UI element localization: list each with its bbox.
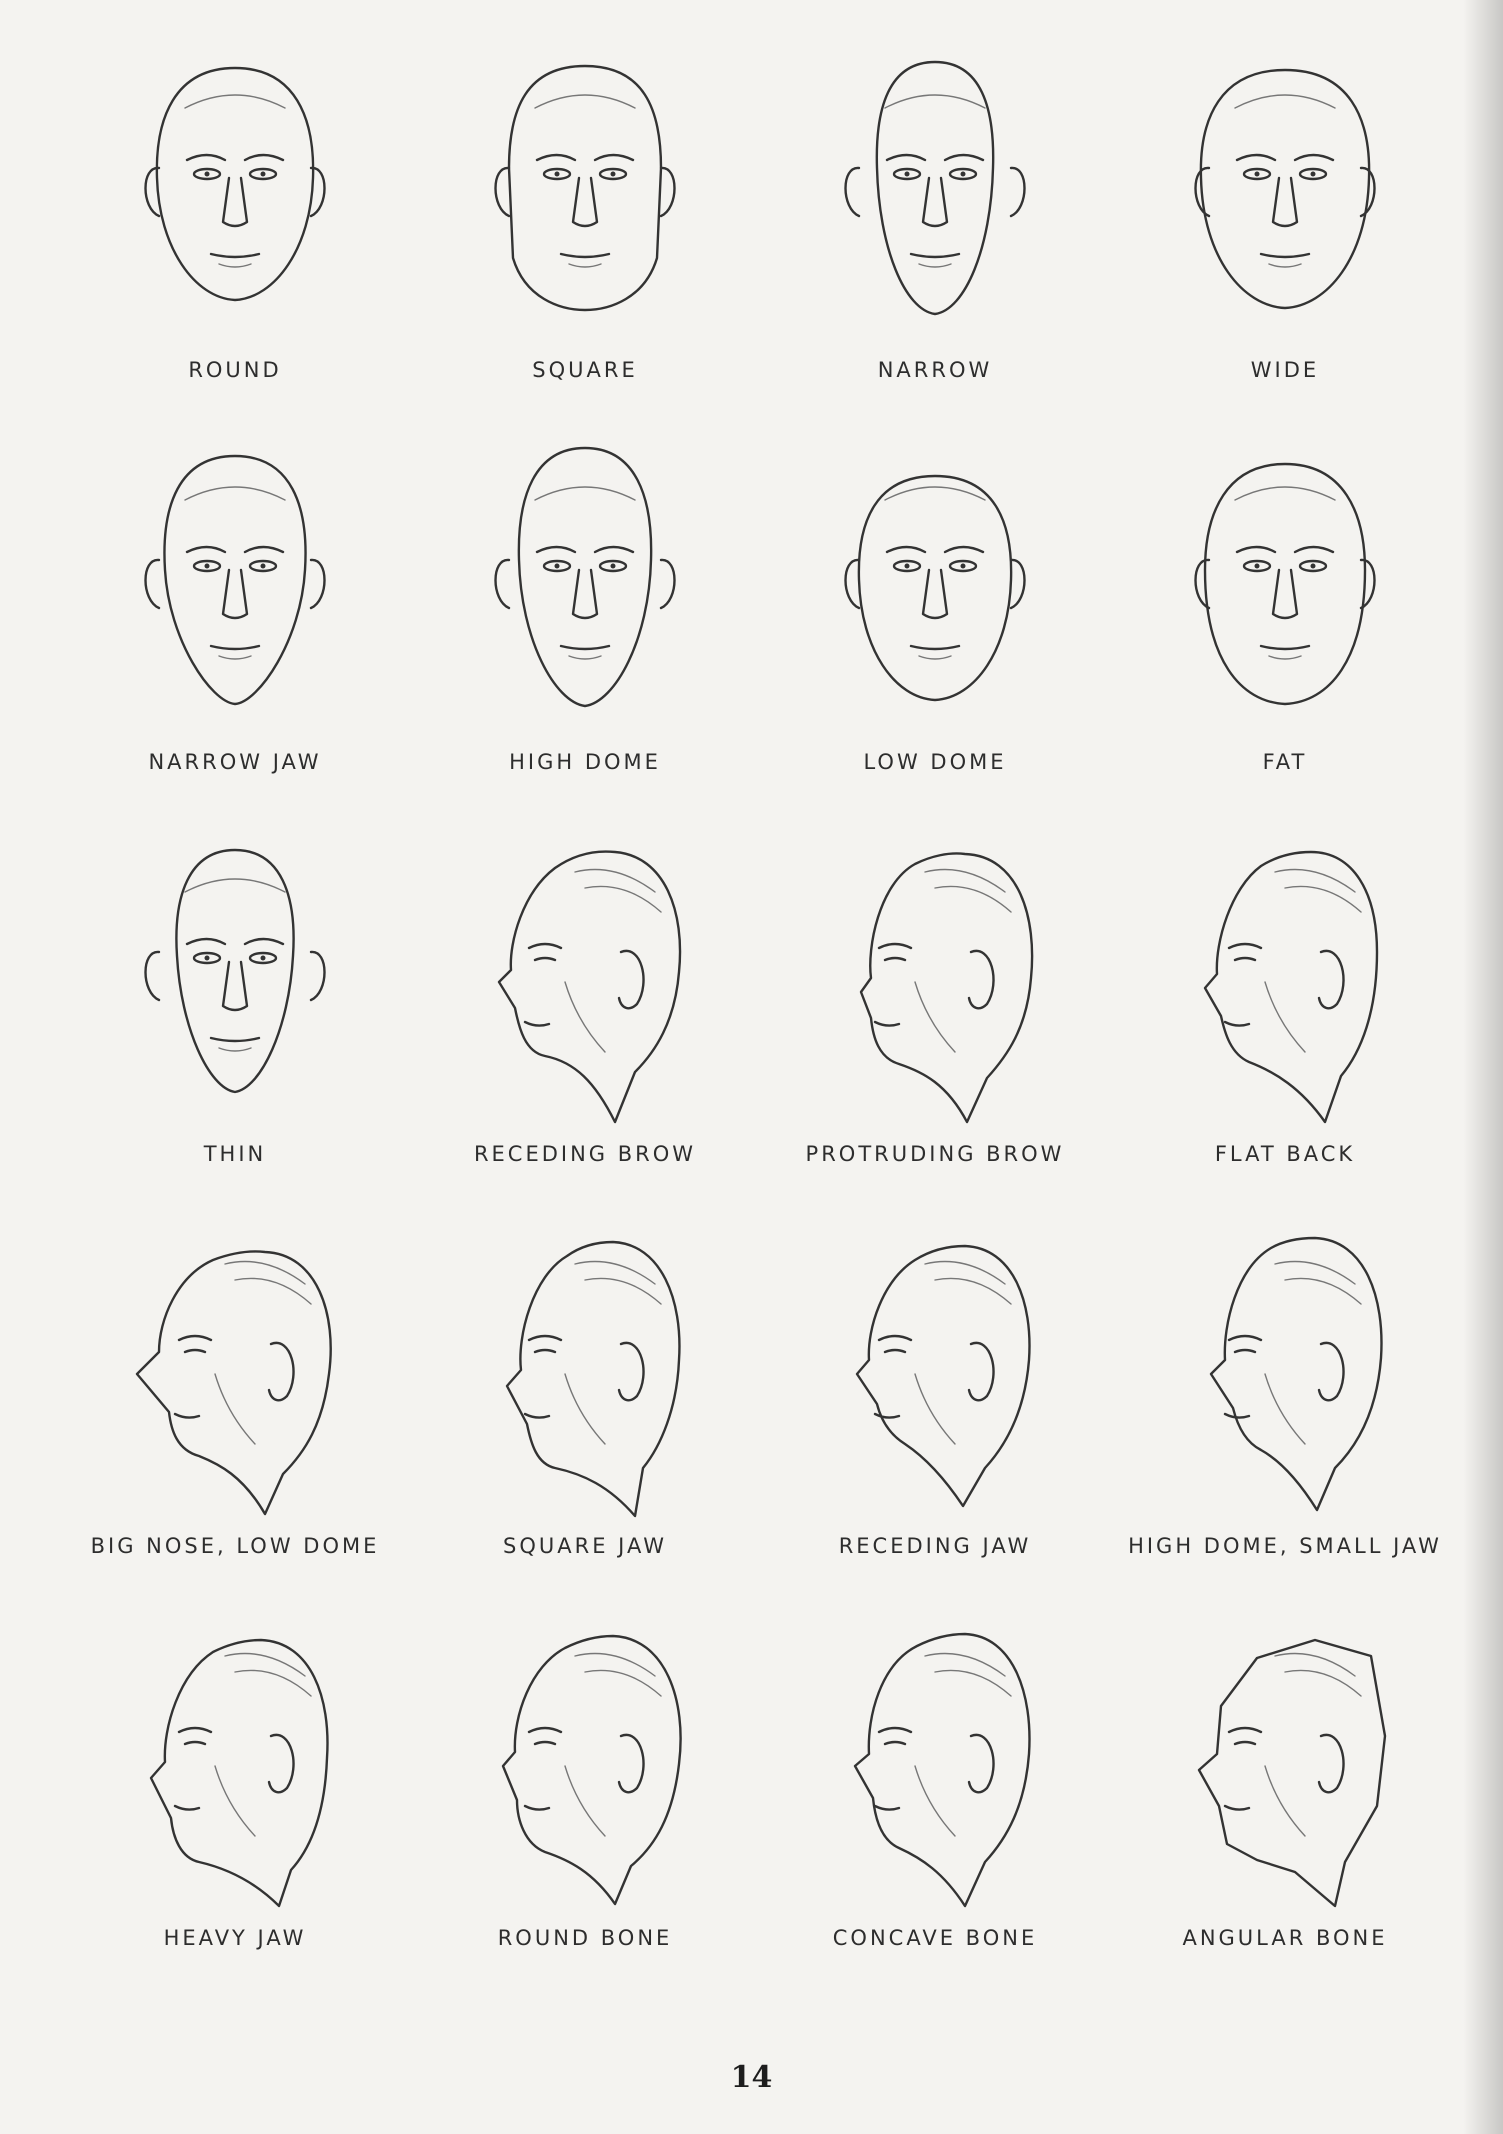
head-drawing-wide xyxy=(1165,48,1405,348)
brow xyxy=(1229,1728,1261,1732)
right-brow xyxy=(945,155,983,160)
brow xyxy=(179,1728,211,1732)
cheek-line xyxy=(215,1374,255,1444)
left-pupil xyxy=(905,172,910,177)
eye xyxy=(885,1350,905,1352)
nose xyxy=(223,962,247,1010)
right-brow xyxy=(595,547,633,552)
mouth xyxy=(175,1414,199,1418)
head-cell-fat xyxy=(1110,432,1460,824)
right-pupil xyxy=(261,564,266,569)
mouth xyxy=(1225,1022,1249,1026)
head-drawing-round xyxy=(115,48,355,348)
head-label: ANGULAR BONE xyxy=(1182,1926,1388,1950)
left-pupil xyxy=(205,564,210,569)
lower-lip xyxy=(219,656,251,659)
head-drawing-big-nose-low-dome xyxy=(115,1224,355,1524)
left-ear xyxy=(846,168,860,216)
head-label: SQUARE xyxy=(532,358,638,382)
hairline xyxy=(1235,95,1335,108)
head-outline xyxy=(509,66,661,310)
cheek-line xyxy=(215,1766,255,1836)
head-cell-square xyxy=(410,40,760,432)
lower-lip xyxy=(219,1048,251,1051)
head-outline xyxy=(861,853,1032,1122)
head-drawing-square xyxy=(465,48,705,348)
hair-stroke xyxy=(925,870,1005,893)
mouth xyxy=(561,646,609,649)
hair-stroke xyxy=(225,1654,305,1677)
hair-stroke xyxy=(575,1262,655,1285)
head-drawing-narrow-jaw xyxy=(115,440,355,740)
head-cell-receding-brow xyxy=(410,824,760,1216)
mouth xyxy=(525,1022,549,1026)
left-brow xyxy=(537,547,575,552)
right-pupil xyxy=(1311,172,1316,177)
page-number: 14 xyxy=(730,2060,773,2095)
head-outline xyxy=(164,456,305,704)
head-outline xyxy=(1201,70,1369,308)
hair-stroke xyxy=(935,886,1011,912)
nose xyxy=(1273,570,1297,618)
cheek-line xyxy=(565,1766,605,1836)
left-brow xyxy=(887,155,925,160)
nose xyxy=(573,178,597,226)
right-brow xyxy=(1295,155,1333,160)
page-edge-shadow xyxy=(1463,0,1503,2134)
head-label: PROTRUDING BROW xyxy=(805,1142,1065,1166)
brow xyxy=(879,1336,911,1340)
head-outline xyxy=(137,1251,331,1514)
right-pupil xyxy=(611,172,616,177)
ear xyxy=(619,1735,644,1792)
head-cell-square-jaw xyxy=(410,1216,760,1608)
mouth xyxy=(211,254,259,257)
ear xyxy=(619,1343,644,1400)
nose xyxy=(573,570,597,618)
head-cell-receding-jaw xyxy=(760,1216,1110,1608)
right-brow xyxy=(245,155,283,160)
nose xyxy=(923,570,947,618)
right-pupil xyxy=(261,172,266,177)
mouth xyxy=(875,1414,899,1418)
cheek-line xyxy=(565,1374,605,1444)
hair-stroke xyxy=(585,1278,661,1304)
head-drawing-fat xyxy=(1165,440,1405,740)
cheek-line xyxy=(1265,1766,1305,1836)
lower-lip xyxy=(569,656,601,659)
head-cell-angular-bone xyxy=(1110,1608,1460,2000)
lower-lip xyxy=(1269,264,1301,267)
mouth xyxy=(1261,646,1309,649)
brow xyxy=(1229,1336,1261,1340)
hairline xyxy=(535,95,635,108)
head-cell-narrow xyxy=(760,40,1110,432)
ear xyxy=(969,1343,994,1400)
right-pupil xyxy=(261,956,266,961)
eye xyxy=(535,1742,555,1744)
left-ear xyxy=(846,560,860,608)
right-brow xyxy=(595,155,633,160)
left-ear xyxy=(146,560,160,608)
head-cell-round xyxy=(60,40,410,432)
head-label: HEAVY JAW xyxy=(163,1926,307,1950)
hair-stroke xyxy=(925,1262,1005,1285)
head-outline xyxy=(157,68,313,300)
left-brow xyxy=(187,547,225,552)
left-pupil xyxy=(555,172,560,177)
hair-stroke xyxy=(575,870,655,893)
head-outline xyxy=(151,1640,327,1906)
mouth xyxy=(525,1414,549,1418)
head-drawing-heavy-jaw xyxy=(115,1616,355,1916)
head-drawing-protruding-brow xyxy=(815,832,1055,1132)
cheek-line xyxy=(1265,982,1305,1052)
head-outline xyxy=(1199,1640,1385,1906)
hair-stroke xyxy=(1275,1654,1355,1677)
head-label: BIG NOSE, LOW DOME xyxy=(90,1534,380,1558)
head-label: WIDE xyxy=(1250,358,1320,382)
hair-stroke xyxy=(1275,1262,1355,1285)
brow xyxy=(529,1336,561,1340)
hairline xyxy=(185,487,285,500)
head-cell-narrow-jaw xyxy=(60,432,410,824)
left-ear xyxy=(146,952,160,1000)
head-drawing-concave-bone xyxy=(815,1616,1055,1916)
head-cell-high-dome xyxy=(410,432,760,824)
mouth xyxy=(211,646,259,649)
mouth xyxy=(1225,1414,1249,1418)
left-ear xyxy=(496,168,510,216)
eye xyxy=(885,1742,905,1744)
right-ear xyxy=(311,952,325,1000)
hair-stroke xyxy=(575,1654,655,1677)
right-pupil xyxy=(961,172,966,177)
lower-lip xyxy=(919,656,951,659)
head-outline xyxy=(1205,464,1365,704)
left-ear xyxy=(496,560,510,608)
hairline xyxy=(185,879,285,892)
right-pupil xyxy=(961,564,966,569)
nose xyxy=(923,178,947,226)
head-cell-concave-bone xyxy=(760,1608,1110,2000)
mouth xyxy=(525,1806,549,1810)
cheek-line xyxy=(915,1766,955,1836)
head-outline xyxy=(176,850,293,1092)
head-cell-high-dome-small-jaw xyxy=(1110,1216,1460,1608)
mouth xyxy=(875,1806,899,1810)
head-drawing-low-dome xyxy=(815,440,1055,740)
right-ear xyxy=(1011,168,1025,216)
mouth xyxy=(561,254,609,257)
left-pupil xyxy=(205,172,210,177)
hair-stroke xyxy=(925,1654,1005,1677)
head-cell-protruding-brow xyxy=(760,824,1110,1216)
left-pupil xyxy=(205,956,210,961)
mouth xyxy=(1225,1806,1249,1810)
eye xyxy=(1235,1742,1255,1744)
head-cell-low-dome xyxy=(760,432,1110,824)
eye xyxy=(185,1350,205,1352)
head-label: HIGH DOME xyxy=(509,750,661,774)
ear xyxy=(619,951,644,1008)
hair-stroke xyxy=(1275,870,1355,893)
head-label: THIN xyxy=(203,1142,267,1166)
head-types-grid xyxy=(60,40,1460,2000)
mouth xyxy=(211,1038,259,1041)
head-outline xyxy=(499,852,680,1122)
hair-stroke xyxy=(1285,1670,1361,1696)
head-label: NARROW JAW xyxy=(148,750,322,774)
eye xyxy=(885,958,905,960)
ear xyxy=(969,1735,994,1792)
ear xyxy=(1319,1343,1344,1400)
left-pupil xyxy=(555,564,560,569)
head-label: FLAT BACK xyxy=(1214,1142,1356,1166)
left-brow xyxy=(537,155,575,160)
left-brow xyxy=(1237,547,1275,552)
right-ear xyxy=(661,168,675,216)
mouth xyxy=(911,646,959,649)
head-cell-flat-back xyxy=(1110,824,1460,1216)
left-pupil xyxy=(1255,172,1260,177)
hair-stroke xyxy=(1285,1278,1361,1304)
head-drawing-flat-back xyxy=(1165,832,1405,1132)
brow xyxy=(1229,944,1261,948)
head-label: HIGH DOME, SMALL JAW xyxy=(1128,1534,1442,1558)
lower-lip xyxy=(1269,656,1301,659)
head-label: CONCAVE BONE xyxy=(832,1926,1038,1950)
hairline xyxy=(885,487,985,500)
left-brow xyxy=(187,155,225,160)
cheek-line xyxy=(565,982,605,1052)
left-brow xyxy=(887,547,925,552)
mouth xyxy=(875,1022,899,1026)
head-label: RECEDING JAW xyxy=(838,1534,1032,1558)
right-ear xyxy=(1011,560,1025,608)
head-label: ROUND BONE xyxy=(497,1926,673,1950)
head-cell-thin xyxy=(60,824,410,1216)
head-outline xyxy=(877,62,993,314)
lower-lip xyxy=(919,264,951,267)
head-cell-big-nose-low-dome xyxy=(60,1216,410,1608)
hair-stroke xyxy=(235,1670,311,1696)
ear xyxy=(969,951,994,1008)
head-label: ROUND xyxy=(188,358,282,382)
ear xyxy=(269,1735,294,1792)
eye xyxy=(1235,958,1255,960)
eye xyxy=(535,1350,555,1352)
hair-stroke xyxy=(585,886,661,912)
right-brow xyxy=(245,939,283,944)
mouth xyxy=(1261,254,1309,257)
head-drawing-receding-brow xyxy=(465,832,705,1132)
head-cell-heavy-jaw xyxy=(60,1608,410,2000)
head-outline xyxy=(859,476,1011,700)
hair-stroke xyxy=(935,1278,1011,1304)
right-brow xyxy=(1295,547,1333,552)
cheek-line xyxy=(1265,1374,1305,1444)
head-label: RECEDING BROW xyxy=(473,1142,697,1166)
head-drawing-thin xyxy=(115,832,355,1132)
head-outline xyxy=(503,1636,681,1904)
cheek-line xyxy=(915,982,955,1052)
hairline xyxy=(885,95,985,108)
hair-stroke xyxy=(585,1670,661,1696)
left-brow xyxy=(187,939,225,944)
head-label: SQUARE JAW xyxy=(503,1534,667,1558)
hairline xyxy=(1235,487,1335,500)
nose xyxy=(1273,178,1297,226)
head-drawing-high-dome-small-jaw xyxy=(1165,1224,1405,1524)
head-drawing-round-bone xyxy=(465,1616,705,1916)
brow xyxy=(529,944,561,948)
cheek-line xyxy=(915,1374,955,1444)
hairline xyxy=(185,95,285,108)
head-drawing-high-dome xyxy=(465,440,705,740)
lower-lip xyxy=(219,264,251,267)
head-cell-wide xyxy=(1110,40,1460,432)
hair-stroke xyxy=(235,1278,311,1304)
left-pupil xyxy=(905,564,910,569)
brow xyxy=(879,944,911,948)
head-drawing-angular-bone xyxy=(1165,1616,1405,1916)
hairline xyxy=(535,487,635,500)
brow xyxy=(179,1336,211,1340)
mouth xyxy=(175,1806,199,1810)
head-drawing-square-jaw xyxy=(465,1224,705,1524)
head-label: NARROW xyxy=(877,358,993,382)
ear xyxy=(1319,1735,1344,1792)
lower-lip xyxy=(569,264,601,267)
right-brow xyxy=(245,547,283,552)
ear xyxy=(269,1343,294,1400)
head-label: FAT xyxy=(1262,750,1308,774)
head-cell-round-bone xyxy=(410,1608,760,2000)
right-pupil xyxy=(611,564,616,569)
right-ear xyxy=(661,560,675,608)
head-outline xyxy=(857,1246,1029,1506)
hair-stroke xyxy=(225,1262,305,1285)
left-brow xyxy=(1237,155,1275,160)
right-brow xyxy=(945,547,983,552)
head-outline xyxy=(1205,852,1377,1122)
right-ear xyxy=(311,560,325,608)
brow xyxy=(879,1728,911,1732)
left-pupil xyxy=(1255,564,1260,569)
right-pupil xyxy=(1311,564,1316,569)
mouth xyxy=(911,254,959,257)
nose xyxy=(223,178,247,226)
eye xyxy=(1235,1350,1255,1352)
nose xyxy=(223,570,247,618)
eye xyxy=(535,958,555,960)
hair-stroke xyxy=(935,1670,1011,1696)
head-drawing-narrow xyxy=(815,48,1055,348)
eye xyxy=(185,1742,205,1744)
ear xyxy=(1319,951,1344,1008)
head-drawing-receding-jaw xyxy=(815,1224,1055,1524)
brow xyxy=(529,1728,561,1732)
hair-stroke xyxy=(1285,886,1361,912)
head-label: LOW DOME xyxy=(863,750,1007,774)
